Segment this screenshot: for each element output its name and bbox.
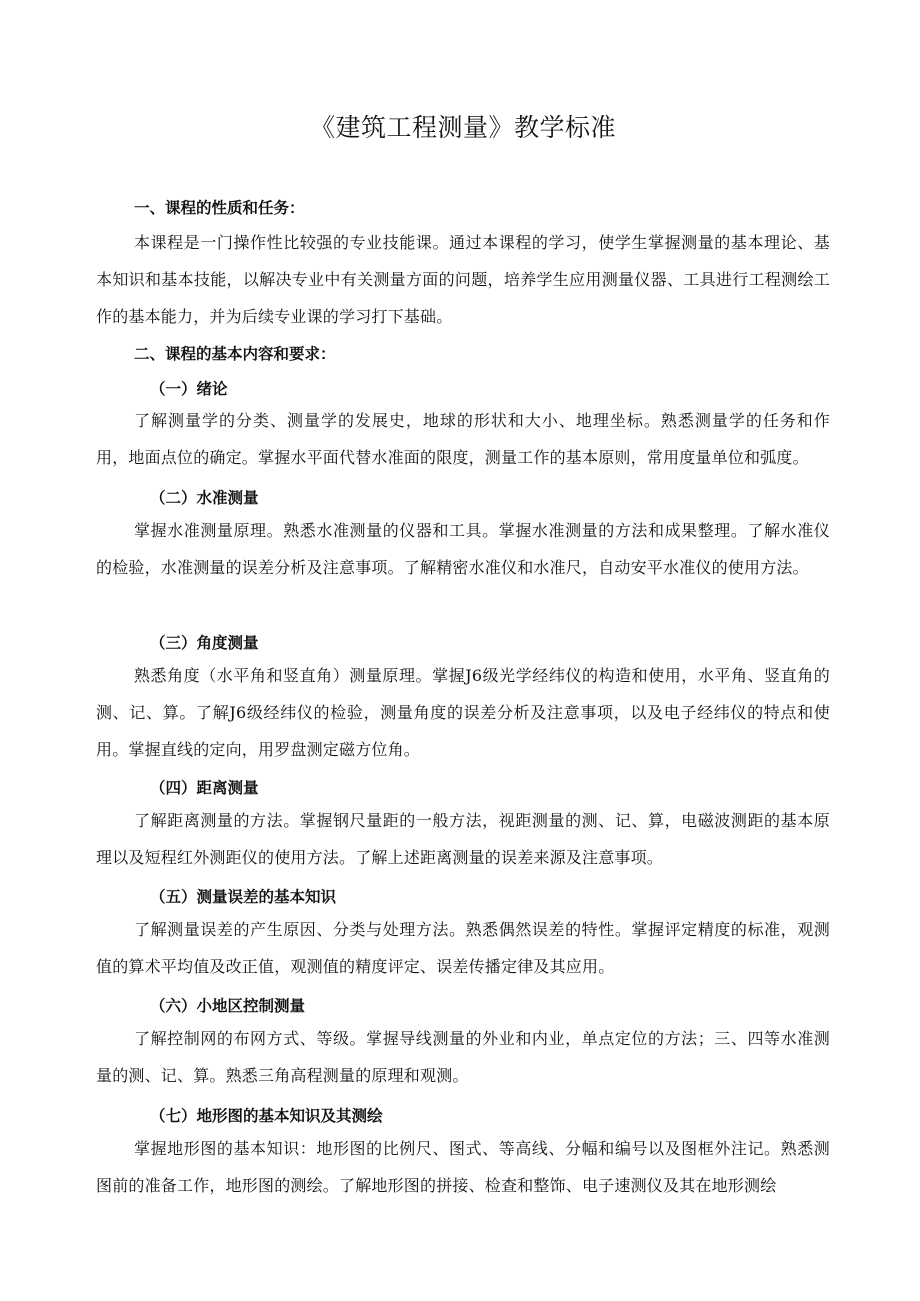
subsection-body-distance: 了解距离测量的方法。掌握钢尺量距的一般方法，视距测量的测、记、算，电磁波测距的基本原理以及短程红外测距仪的使用方法。了解上述距离测量的误差来源及注意事项。	[96, 811, 830, 867]
subsection-body-angle: 熟悉角度（水平角和竖直角）测量原理。掌握J6级光学经纬仪的构造和使用，水平角、竖直角的测、记、算。了解J6级经纬仪的检验，测量角度的误差分析及注意事项，以及电子经纬仪的特点和使用。掌握直线的定向，用罗盘测定磁方位角。	[96, 666, 830, 759]
subsection-heading-control: （六）小地区控制测量	[150, 997, 306, 1015]
subsection-heading-topographic: （七）地形图的基本知识及其测绘	[150, 1107, 383, 1125]
document-title: 《建筑工程测量》教学标准	[309, 113, 616, 142]
section-heading-nature: 一、课程的性质和任务：	[134, 199, 305, 217]
subsection-body-leveling: 掌握水准测量原理。熟悉水准测量的仪器和工具。掌握水准测量的方法和成果整理。了解水准仪的检验，水准测量的误差分析及注意事项。了解精密水准仪和水准尺，自动安平水准仪的使用方法。	[96, 521, 830, 577]
subsection-heading-error: （五）测量误差的基本知识	[150, 888, 337, 906]
subsection-heading-distance: （四）距离测量	[150, 779, 259, 797]
subsection-body-control: 了解控制网的布网方式、等级。掌握导线测量的外业和内业，单点定位的方法；三、四等水准测量的测、记、算。熟悉三角高程测量的原理和观测。	[96, 1029, 830, 1085]
subsection-body-intro: 了解测量学的分类、测量学的发展史，地球的形状和大小、地理坐标。熟悉测量学的任务和作用，地面点位的确定。掌握水平面代替水准面的限度，测量工作的基本原则，常用度量单位和弧度。	[96, 411, 830, 467]
subsection-heading-angle: （三）角度测量	[150, 634, 259, 652]
subsection-heading-leveling: （二）水准测量	[150, 489, 259, 507]
subsection-body-error: 了解测量误差的产生原因、分类与处理方法。熟悉偶然误差的特性。掌握评定精度的标准，观测值的算术平均值及改正值，观测值的精度评定、误差传播定律及其应用。	[96, 920, 830, 976]
subsection-heading-intro: （一）绪论	[150, 380, 228, 398]
section-body-nature: 本课程是一门操作性比较强的专业技能课。通过本课程的学习，使学生掌握测量的基本理论、基本知识和基本技能，以解决专业中有关测量方面的问题，培养学生应用测量仪器、工具进行工程测绘工作的基本能力，并为后续专业课的学习打下基础。	[96, 233, 830, 326]
section-heading-content: 二、课程的基本内容和要求：	[134, 345, 336, 363]
subsection-body-topographic: 掌握地形图的基本知识：地形图的比例尺、图式、等高线、分幅和编号以及图框外注记。熟悉测图前的准备工作，地形图的测绘。了解地形图的拼接、检查和整饰、电子速测仪及其在地形测绘	[96, 1139, 830, 1195]
